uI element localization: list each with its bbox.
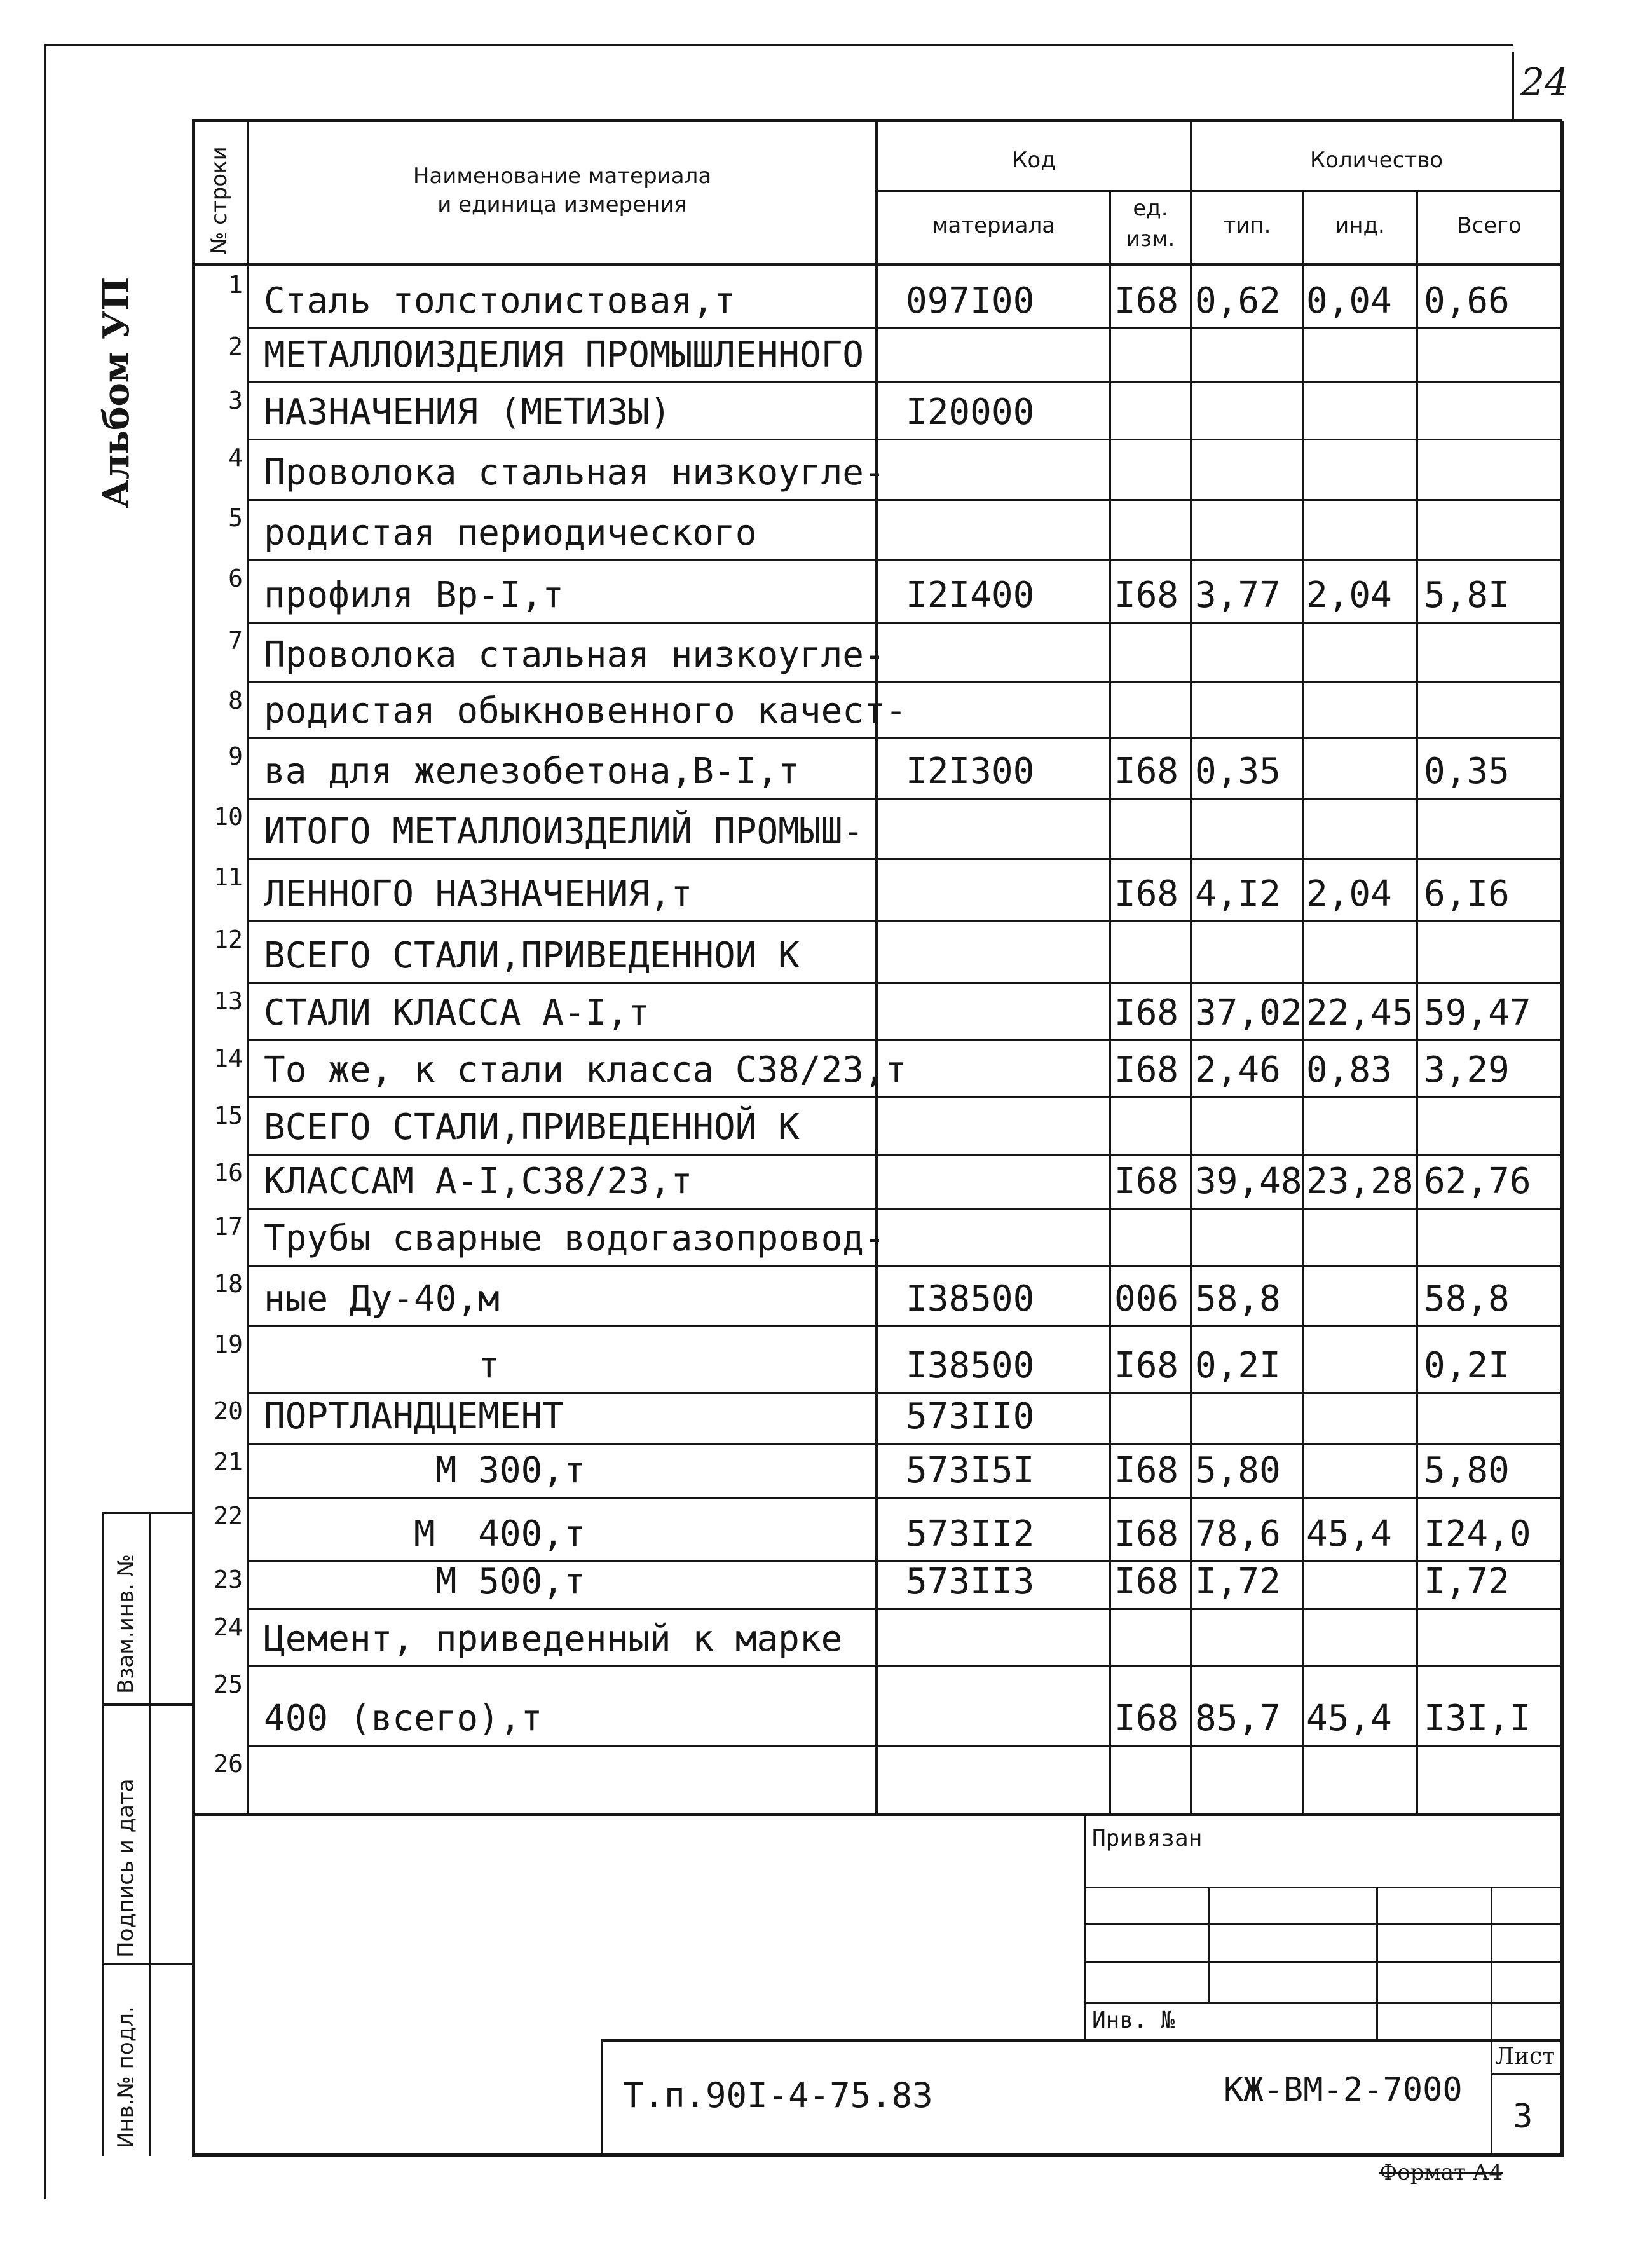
cell-name: М 400,т xyxy=(264,1513,585,1555)
cell-total: 3,29 xyxy=(1424,1049,1510,1091)
row-number: 25 xyxy=(214,1670,243,1698)
cell-name: профиля Вр-I,т xyxy=(264,575,564,616)
cell-unit: 006 xyxy=(1114,1278,1179,1320)
row-separator xyxy=(249,1325,1560,1327)
cell-typ: 4,I2 xyxy=(1195,873,1281,915)
row-separator xyxy=(249,1096,1560,1098)
stamp-line-3 xyxy=(1084,1961,1560,1963)
stamp-inv-no-label: Инв. № xyxy=(1092,2007,1175,2033)
cell-name: НАЗНАЧЕНИЯ (МЕТИЗЫ) xyxy=(264,392,671,433)
row-number: 1 xyxy=(228,271,243,299)
main-frame-right xyxy=(1560,121,1564,2155)
row-separator xyxy=(249,559,1560,561)
cell-name: ные Ду-40,м xyxy=(264,1278,500,1320)
cell-total: 58,8 xyxy=(1424,1278,1510,1320)
stamp-privyazan-left xyxy=(1084,1815,1086,2040)
row-number: 19 xyxy=(214,1330,243,1358)
cell-total: 0,66 xyxy=(1424,280,1510,322)
row-separator xyxy=(249,737,1560,739)
cell-name: ИТОГО МЕТАЛЛОИЗДЕЛИЙ ПРОМЫШ- xyxy=(264,811,864,852)
header-name-line2: и единица измерения xyxy=(437,192,687,217)
cell-ind: 2,04 xyxy=(1306,873,1392,915)
cell-name: родистая периодического xyxy=(264,512,757,554)
cell-typ: 37,02 xyxy=(1195,992,1302,1034)
cell-code: 097I00 xyxy=(906,280,1035,322)
row-separator xyxy=(249,327,1560,329)
row-number: 2 xyxy=(228,332,243,360)
cell-total: 0,2I xyxy=(1424,1345,1510,1386)
cell-typ: 0,35 xyxy=(1195,751,1281,792)
stamp-drawing-code: КЖ-ВМ-2-7000 xyxy=(1224,2071,1463,2109)
cell-name: М 300,т xyxy=(264,1450,585,1491)
row-number: 20 xyxy=(214,1397,243,1425)
cell-unit: I68 xyxy=(1114,1698,1179,1739)
stamp-sheet-label: Лист xyxy=(1495,2044,1555,2070)
row-separator xyxy=(249,499,1560,501)
cell-unit: I68 xyxy=(1114,751,1179,792)
cell-typ: 0,62 xyxy=(1195,280,1281,322)
stamp-sheet-number: 3 xyxy=(1513,2098,1533,2136)
cell-ind: 0,04 xyxy=(1306,280,1392,322)
header-mid-line xyxy=(875,190,1562,192)
side-strip-sep2 xyxy=(102,1963,194,1965)
stamp-title-top xyxy=(601,2039,1560,2042)
cell-name: Цемент, приведенный к марке xyxy=(264,1618,843,1660)
side-label-podpis: Подпись и дата xyxy=(113,1778,139,1958)
cell-total: I24,0 xyxy=(1424,1513,1531,1555)
stamp-v2 xyxy=(1376,1887,1378,2040)
page-number: 24 xyxy=(1520,60,1569,105)
cell-typ: 3,77 xyxy=(1195,575,1281,616)
cell-ind: 2,04 xyxy=(1306,575,1392,616)
cell-unit: I68 xyxy=(1114,1561,1179,1602)
header-qty-ind: инд. xyxy=(1335,213,1385,238)
cell-unit: I68 xyxy=(1114,873,1179,915)
cell-code: 573I5I xyxy=(906,1450,1035,1491)
cell-name: МЕТАЛЛОИЗДЕЛИЯ ПРОМЫШЛЕННОГО xyxy=(264,334,864,376)
row-separator xyxy=(249,1745,1560,1747)
row-number: 16 xyxy=(214,1159,243,1187)
cell-code: 573II0 xyxy=(906,1396,1035,1437)
side-label-inv-podl: Инв.№ подл. xyxy=(113,2006,139,2148)
table-bottom-line xyxy=(192,1813,1562,1816)
header-qty-group: Количество xyxy=(1309,147,1444,173)
cell-typ: 58,8 xyxy=(1195,1278,1281,1320)
cell-total: 62,76 xyxy=(1424,1161,1531,1202)
cell-unit: I68 xyxy=(1114,1513,1179,1555)
format-label: Формат А4 xyxy=(1379,2160,1503,2185)
cell-name: ЛЕННОГО НАЗНАЧЕНИЯ,т xyxy=(264,873,693,915)
cell-unit: I68 xyxy=(1114,280,1179,322)
side-strip-mid xyxy=(149,1513,151,2156)
row-separator xyxy=(249,622,1560,624)
row-number: 12 xyxy=(214,925,243,953)
header-row-no: № строки xyxy=(207,146,232,254)
cell-typ: 5,80 xyxy=(1195,1450,1281,1491)
row-number: 22 xyxy=(214,1502,243,1530)
cell-code: I2I400 xyxy=(906,575,1035,616)
row-number: 9 xyxy=(228,742,243,770)
row-number: 23 xyxy=(214,1566,243,1593)
cell-name: СТАЛИ КЛАССА А-I,т xyxy=(264,992,650,1034)
page-number-box-left xyxy=(1512,52,1514,122)
row-separator xyxy=(249,1208,1560,1210)
row-separator xyxy=(249,439,1560,440)
cell-ind: 22,45 xyxy=(1306,992,1414,1034)
row-number: 17 xyxy=(214,1213,243,1241)
col-line-code xyxy=(1109,191,1111,1815)
stamp-sheet-sep xyxy=(1491,2073,1560,2075)
row-number: 14 xyxy=(214,1044,243,1072)
cell-ind: 0,83 xyxy=(1306,1049,1392,1091)
cell-unit: I68 xyxy=(1114,575,1179,616)
outer-frame-left xyxy=(44,44,46,2199)
row-number: 10 xyxy=(214,803,243,831)
header-code-group: Код xyxy=(1012,147,1056,173)
cell-code: I20000 xyxy=(906,392,1035,433)
header-unit-line2: изм. xyxy=(1126,226,1175,252)
cell-name: Проволока стальная низкоугле- xyxy=(264,634,885,676)
cell-name: То же, к стали класса С38/23,т xyxy=(264,1049,907,1091)
row-number: 6 xyxy=(228,564,243,592)
cell-ind: 45,4 xyxy=(1306,1698,1392,1739)
cell-unit: I68 xyxy=(1114,992,1179,1034)
stamp-title-left xyxy=(601,2039,603,2156)
cell-typ: I,72 xyxy=(1195,1561,1281,1602)
cell-name: Проволока стальная низкоугле- xyxy=(264,452,885,493)
row-number: 5 xyxy=(228,504,243,532)
row-separator xyxy=(249,982,1560,984)
cell-unit: I68 xyxy=(1114,1161,1179,1202)
cell-total: I3I,I xyxy=(1424,1698,1531,1739)
row-number: 18 xyxy=(214,1270,243,1298)
cell-name: ва для железобетона,В-I,т xyxy=(264,751,800,792)
row-number: 3 xyxy=(228,386,243,414)
row-separator xyxy=(249,1443,1560,1445)
cell-typ: 0,2I xyxy=(1195,1345,1281,1386)
cell-total: I,72 xyxy=(1424,1561,1510,1602)
cell-total: 5,80 xyxy=(1424,1450,1510,1491)
row-separator xyxy=(249,798,1560,800)
cell-name: КЛАССАМ А-I,С38/23,т xyxy=(264,1161,693,1202)
cell-name: т xyxy=(264,1345,500,1386)
stamp-doc-code: Т.п.90I-4-75.83 xyxy=(623,2075,933,2115)
row-separator xyxy=(249,1154,1560,1156)
cell-ind: 45,4 xyxy=(1306,1513,1392,1555)
cell-name: родистая обыкновенного качест- xyxy=(264,690,907,732)
stamp-v1 xyxy=(1208,1887,1210,2002)
row-separator xyxy=(249,681,1560,683)
cell-total: 0,35 xyxy=(1424,751,1510,792)
stamp-line-1 xyxy=(1084,1887,1560,1888)
row-number: 13 xyxy=(214,987,243,1015)
header-qty-total: Всего xyxy=(1457,213,1522,238)
cell-code: 573II3 xyxy=(906,1561,1035,1602)
row-separator xyxy=(249,1608,1560,1610)
cell-total: 6,I6 xyxy=(1424,873,1510,915)
cell-typ: 78,6 xyxy=(1195,1513,1281,1555)
row-number: 24 xyxy=(214,1613,243,1641)
row-number: 26 xyxy=(214,1750,243,1778)
row-separator xyxy=(249,1497,1560,1499)
stamp-v3 xyxy=(1491,1887,1492,2156)
cell-unit: I68 xyxy=(1114,1450,1179,1491)
side-strip-sep1 xyxy=(102,1703,194,1706)
row-separator xyxy=(249,1265,1560,1267)
main-frame-bottom xyxy=(192,2153,1564,2157)
cell-unit: I68 xyxy=(1114,1049,1179,1091)
row-separator xyxy=(249,1665,1560,1667)
row-separator xyxy=(249,1039,1560,1041)
stamp-line-2 xyxy=(1084,1923,1560,1925)
header-code-material: материала xyxy=(931,213,1056,238)
row-number: 15 xyxy=(214,1102,243,1129)
cell-name: 400 (всего),т xyxy=(264,1698,543,1739)
cell-total: 5,8I xyxy=(1424,575,1510,616)
cell-name: М 500,т xyxy=(264,1561,585,1602)
cell-name: Сталь толстолистовая,т xyxy=(264,280,735,322)
header-qty-typ: тип. xyxy=(1223,213,1271,238)
row-number: 21 xyxy=(214,1448,243,1476)
outer-frame-top xyxy=(44,44,1513,46)
side-strip-top xyxy=(102,1512,194,1514)
row-separator xyxy=(249,381,1560,383)
row-separator xyxy=(249,920,1560,922)
row-separator xyxy=(249,858,1560,860)
cell-ind: 23,28 xyxy=(1306,1161,1414,1202)
cell-code: I38500 xyxy=(906,1278,1035,1320)
col-line-ind xyxy=(1416,191,1418,1815)
side-label-vzam: Взам.инв. № xyxy=(113,1553,139,1694)
cell-typ: 2,46 xyxy=(1195,1049,1281,1091)
header-name-line1: Наименование материала xyxy=(413,163,712,189)
row-separator xyxy=(249,1392,1560,1394)
side-strip-left xyxy=(102,1513,104,2156)
cell-name: Трубы сварные водогазопровод- xyxy=(264,1218,885,1259)
cell-name: ВСЕГО СТАЛИ,ПРИВЕДЕННОИ К xyxy=(264,935,800,976)
cell-name: ВСЕГО СТАЛИ,ПРИВЕДЕННОЙ К xyxy=(264,1107,800,1148)
row-number: 4 xyxy=(228,444,243,472)
row-number: 11 xyxy=(214,863,243,891)
cell-unit: I68 xyxy=(1114,1345,1179,1386)
cell-typ: 85,7 xyxy=(1195,1698,1281,1739)
header-bottom-line xyxy=(192,263,1562,266)
cell-code: 573II2 xyxy=(906,1513,1035,1555)
row-number: 8 xyxy=(228,686,243,714)
stamp-privyazan-label: Привязан xyxy=(1092,1825,1203,1852)
header-unit-line1: ед. xyxy=(1133,196,1168,221)
stamp-line-4 xyxy=(1084,2002,1560,2004)
cell-code: I38500 xyxy=(906,1345,1035,1386)
cell-name: ПОРТЛАНДЦЕМЕНТ xyxy=(264,1396,564,1437)
cell-total: 59,47 xyxy=(1424,992,1531,1034)
album-label: Альбом УП xyxy=(95,276,137,508)
row-number: 7 xyxy=(228,627,243,655)
cell-typ: 39,48 xyxy=(1195,1161,1302,1202)
main-frame-left xyxy=(192,121,195,2155)
cell-code: I2I300 xyxy=(906,751,1035,792)
